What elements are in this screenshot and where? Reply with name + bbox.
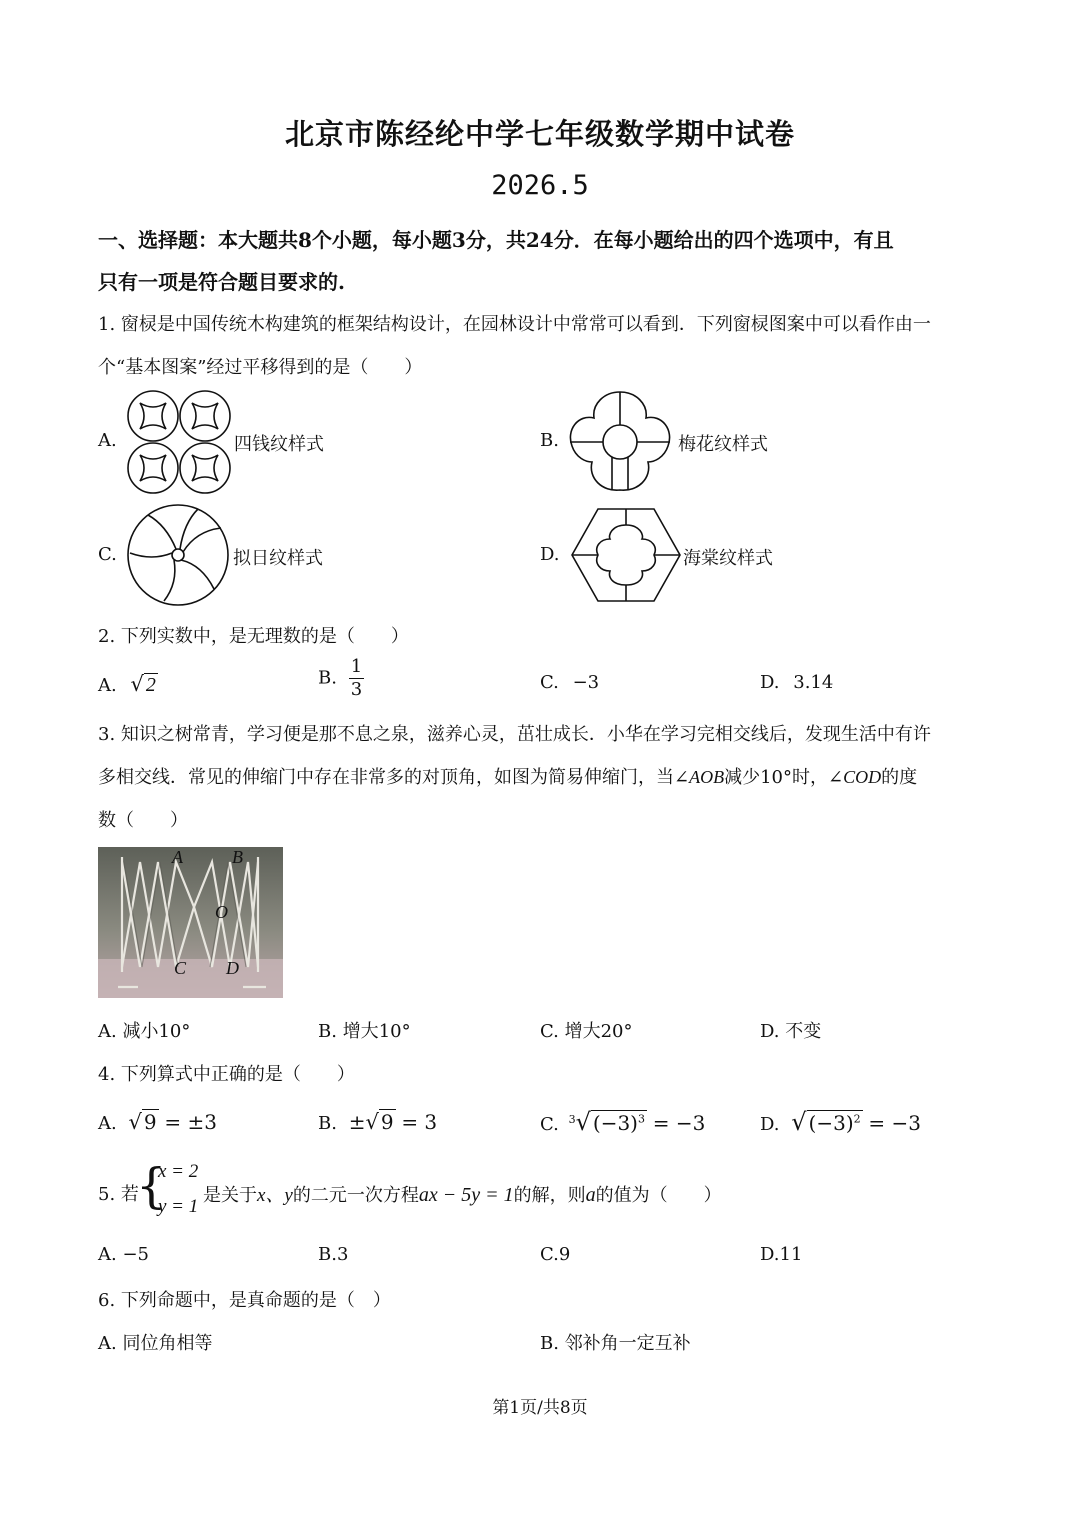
page-title: 北京市陈经纶中学七年级数学期中试卷 bbox=[284, 117, 795, 151]
fraction bbox=[349, 656, 364, 700]
cube-root-symbol: √ bbox=[575, 1108, 591, 1136]
q5-option-d bbox=[760, 1244, 802, 1265]
radicand: 9 bbox=[380, 1110, 394, 1134]
q4-option-d bbox=[760, 1108, 921, 1136]
option-text: 邻补角一定互补 bbox=[564, 1333, 691, 1354]
option-letter: B. bbox=[540, 1333, 559, 1354]
question-2-stem: 2. 下列实数中，是无理数的是（ ） bbox=[98, 626, 409, 647]
option-letter: B. bbox=[318, 1113, 337, 1134]
expression-rhs: = −3 bbox=[652, 1111, 706, 1135]
equation: ax − 5y = 1 bbox=[418, 1184, 514, 1206]
option-letter: C. bbox=[540, 1244, 559, 1265]
option-letter: C. bbox=[540, 1114, 559, 1135]
exponent: 3 bbox=[637, 1112, 645, 1126]
label-d: D bbox=[226, 958, 239, 978]
option-value: 20° bbox=[600, 1021, 633, 1042]
question-1-line1: 1. 窗棂是中国传统木构建筑的框架结构设计，在园林设计中常常可以看到．下列窗棂图案中可以看作由一 bbox=[98, 314, 931, 335]
option-letter: B. bbox=[318, 667, 337, 689]
radicand: 9 bbox=[143, 1110, 157, 1134]
option-value: 11 bbox=[779, 1244, 803, 1265]
q4-option-a bbox=[98, 1110, 217, 1134]
plum-blossom-pattern-icon bbox=[566, 388, 674, 494]
option-letter: D. bbox=[760, 1244, 780, 1265]
option-letter: C. bbox=[540, 672, 559, 693]
question-text: 的值为（ ） bbox=[595, 1185, 722, 1206]
exponent: 2 bbox=[853, 1112, 861, 1126]
sqrt-symbol: √ bbox=[791, 1108, 807, 1136]
question-1-line2: 个“基本图案”经过平移得到的是（ ） bbox=[98, 357, 423, 378]
section-text: 分．在每小题给出的四个选项中，有且 bbox=[553, 228, 894, 252]
option-value: 3 bbox=[336, 1244, 349, 1265]
root-index: 3 bbox=[568, 1113, 576, 1126]
gate-illustration bbox=[98, 847, 283, 998]
option-letter: A. bbox=[98, 1244, 117, 1265]
degree-value: 10° bbox=[760, 767, 792, 788]
question-text: 的度 bbox=[881, 767, 918, 788]
option-letter: A. bbox=[98, 675, 117, 696]
section-text: 分，共 bbox=[465, 228, 526, 252]
q3-option-c bbox=[540, 1017, 633, 1043]
begonia-pattern-icon bbox=[570, 507, 682, 603]
plus-minus: ± bbox=[348, 1110, 366, 1134]
q4-option-c bbox=[540, 1108, 705, 1136]
label-c: C bbox=[174, 958, 187, 978]
option-value: 10° bbox=[158, 1021, 191, 1042]
option-letter: D. bbox=[760, 1114, 780, 1135]
q2-option-b bbox=[318, 656, 364, 700]
angle-cod: ∠COD bbox=[827, 767, 882, 787]
variable-a: a bbox=[585, 1184, 596, 1206]
q1-option-d-letter: D. bbox=[540, 544, 560, 565]
points-each: 3 bbox=[451, 228, 466, 252]
four-coin-pattern-icon bbox=[126, 389, 232, 495]
q5-option-a bbox=[98, 1244, 149, 1265]
sqrt-symbol: √ bbox=[130, 672, 144, 696]
label-o: O bbox=[215, 902, 228, 922]
option-letter: A. bbox=[98, 1113, 117, 1134]
question-6-stem: 6. 下列命题中，是真命题的是（ ） bbox=[98, 1290, 391, 1311]
option-letter: D. bbox=[760, 672, 780, 693]
question-5-text bbox=[203, 1180, 722, 1207]
question-4-stem: 4. 下列算式中正确的是（ ） bbox=[98, 1064, 355, 1085]
q1-option-c-caption: 拟日纹样式 bbox=[233, 548, 323, 569]
expression-rhs: = 3 bbox=[401, 1110, 438, 1134]
retractable-gate-photo bbox=[98, 847, 283, 998]
radicand: (−3) bbox=[592, 1111, 638, 1135]
option-value: −3 bbox=[572, 672, 600, 693]
label-b: B bbox=[232, 847, 243, 867]
q5-option-c bbox=[540, 1244, 570, 1265]
q1-option-d-caption: 海棠纹样式 bbox=[683, 548, 773, 569]
question-text: 是关于 bbox=[203, 1185, 257, 1206]
question-text: 减少 bbox=[724, 767, 761, 788]
section-header-line2: 只有一项是符合题目要求的. bbox=[98, 270, 345, 294]
denominator: 3 bbox=[350, 678, 363, 700]
q2-option-d bbox=[760, 672, 833, 693]
radicand: 2 bbox=[145, 674, 156, 696]
option-text: 不变 bbox=[785, 1021, 822, 1042]
expression-rhs: = ±3 bbox=[164, 1110, 217, 1134]
sqrt-symbol: √ bbox=[365, 1110, 379, 1134]
option-text: 同位角相等 bbox=[122, 1333, 213, 1354]
q2-option-c bbox=[540, 672, 599, 693]
question-text: 时， bbox=[791, 767, 828, 788]
option-text: 减小 bbox=[122, 1021, 159, 1042]
q1-option-b-caption: 梅花纹样式 bbox=[678, 434, 768, 455]
variables: x、y bbox=[257, 1185, 293, 1206]
q3-option-d bbox=[760, 1017, 821, 1043]
equation-1: x = 2 bbox=[158, 1161, 199, 1182]
question-3-line2 bbox=[98, 763, 917, 789]
page-footer: 第1页/共8页 bbox=[492, 1398, 588, 1418]
exam-date: 2026.5 bbox=[491, 170, 589, 201]
question-3-line1: 3. 知识之树常青，学习便是那不息之泉，滋养心灵，茁壮成长．小华在学习完相交线后，发现生活中有许 bbox=[98, 724, 931, 745]
section-text: 个小题，每小题 bbox=[311, 228, 452, 252]
question-count: 8 bbox=[298, 228, 312, 252]
q6-option-b bbox=[540, 1329, 691, 1355]
equation-2: y = 1 bbox=[158, 1196, 199, 1217]
sqrt-symbol: √ bbox=[128, 1110, 142, 1134]
expression-rhs: = −3 bbox=[868, 1111, 921, 1135]
q1-option-a-caption: 四钱纹样式 bbox=[234, 434, 324, 455]
question-text: 的二元一次方程 bbox=[292, 1185, 419, 1206]
q1-option-a-letter: A. bbox=[98, 430, 117, 451]
section-text: 一、选择题：本大题共 bbox=[98, 228, 298, 252]
option-letter: C. bbox=[540, 1021, 559, 1042]
option-letter: B. bbox=[318, 1244, 337, 1265]
q3-option-b bbox=[318, 1017, 411, 1043]
option-value: 10° bbox=[378, 1021, 411, 1042]
angle-aob: ∠AOB bbox=[674, 767, 725, 787]
option-letter: A. bbox=[98, 1021, 117, 1042]
option-text: 增大 bbox=[564, 1021, 601, 1042]
q6-option-a bbox=[98, 1329, 212, 1355]
label-a: A bbox=[172, 847, 183, 867]
option-value: 9 bbox=[558, 1244, 571, 1265]
question-3-line3: 数（ ） bbox=[98, 810, 188, 831]
question-5-prefix: 5. 若 bbox=[98, 1184, 139, 1205]
option-letter: A. bbox=[98, 1333, 117, 1354]
question-text: 的解，则 bbox=[513, 1185, 586, 1206]
numerator: 1 bbox=[350, 656, 363, 677]
radicand-group bbox=[807, 1110, 863, 1135]
q2-option-a bbox=[98, 672, 158, 697]
q5-option-b bbox=[318, 1244, 348, 1265]
section-header-line1 bbox=[98, 224, 894, 253]
option-letter: B. bbox=[318, 1021, 337, 1042]
option-text: 增大 bbox=[342, 1021, 379, 1042]
question-text: 多相交线．常见的伸缩门中存在非常多的对顶角，如图为简易伸缩门，当 bbox=[98, 767, 674, 788]
sun-pattern-icon bbox=[126, 503, 230, 607]
q1-option-c-letter: C. bbox=[98, 544, 117, 565]
q1-option-b-letter: B. bbox=[540, 430, 559, 451]
points-total: 24 bbox=[525, 228, 554, 252]
radicand-group bbox=[591, 1110, 647, 1135]
radicand: (−3) bbox=[808, 1111, 854, 1135]
system-brace: { bbox=[136, 1158, 167, 1214]
q3-option-a bbox=[98, 1017, 190, 1043]
option-value: −5 bbox=[122, 1244, 150, 1265]
option-value: 3.14 bbox=[793, 672, 834, 693]
option-letter: D. bbox=[760, 1021, 780, 1042]
q4-option-b bbox=[318, 1110, 437, 1134]
